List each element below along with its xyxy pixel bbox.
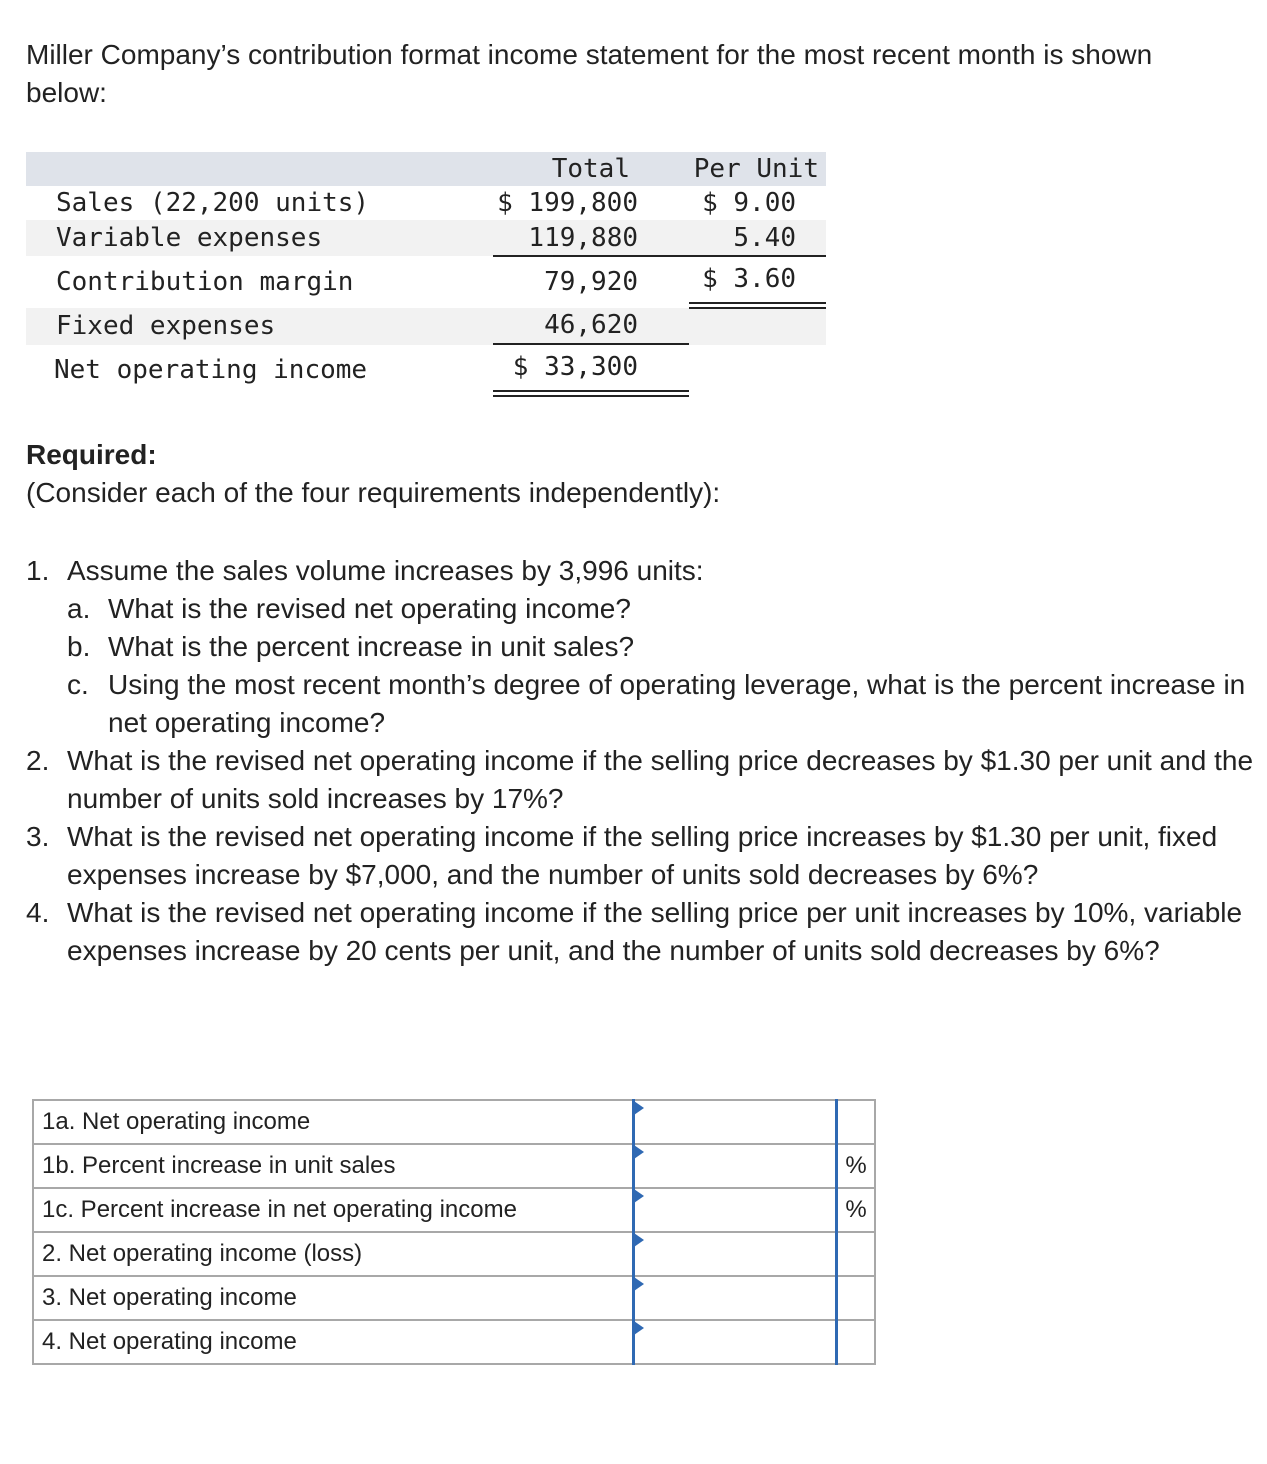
answer-row xyxy=(33,1276,875,1320)
answer-row xyxy=(33,1320,875,1364)
row-label-variable-expenses: Variable expenses xyxy=(56,223,323,253)
answer-row xyxy=(33,1188,875,1232)
answer-input-cell[interactable] xyxy=(634,1320,837,1364)
sub-requirement-marker: c. xyxy=(67,669,89,700)
answer-label: 1b. Percent increase in unit sales xyxy=(33,1144,634,1188)
answer-unit xyxy=(837,1320,876,1364)
answer-unit: % xyxy=(837,1188,876,1232)
answer-input-cell[interactable] xyxy=(634,1188,837,1232)
subtotal-rule xyxy=(689,255,826,257)
requirement-marker: 2. xyxy=(26,745,50,776)
income-statement xyxy=(26,152,826,402)
input-flag-icon xyxy=(634,1321,644,1335)
contribution-margin-per-unit: $ 3.60 xyxy=(702,264,796,294)
sub-requirement-a xyxy=(67,590,1266,628)
answer-unit xyxy=(837,1100,876,1144)
fixed-expenses-total: 46,620 xyxy=(544,310,638,340)
sub-requirement-b xyxy=(67,628,1266,666)
answer-label: 1c. Percent increase in net operating income xyxy=(33,1188,634,1232)
answer-label: 4. Net operating income xyxy=(33,1320,634,1364)
requirements-list xyxy=(26,552,1266,970)
contribution-margin-total: 79,920 xyxy=(544,267,638,297)
requirement-text: What is the revised net operating income if the selling price decreases by $1.30 per unit and the number of units sold increases by 17%? xyxy=(67,745,1254,814)
input-flag-icon xyxy=(634,1101,644,1115)
requirement-2 xyxy=(26,742,1266,818)
sub-requirement-c xyxy=(67,666,1266,742)
answer-input-1b[interactable] xyxy=(635,1147,831,1185)
sales-per-unit: $ 9.00 xyxy=(702,188,796,218)
answer-input-cell[interactable] xyxy=(634,1232,837,1276)
requirement-4 xyxy=(26,894,1266,970)
answer-table xyxy=(32,1099,876,1365)
sub-requirement-text: What is the percent increase in unit sales? xyxy=(108,631,635,662)
answer-label: 2. Net operating income (loss) xyxy=(33,1232,634,1276)
input-flag-icon xyxy=(634,1189,644,1203)
answer-input-cell[interactable] xyxy=(634,1276,837,1320)
sub-requirement-text: Using the most recent month’s degree of operating leverage, what is the percent increase in net operating income? xyxy=(108,669,1246,738)
row-label-contribution-margin: Contribution margin xyxy=(56,267,354,297)
sub-requirement-marker: a. xyxy=(67,593,91,624)
column-header-per-unit: Per Unit xyxy=(693,154,819,184)
requirement-1 xyxy=(26,552,1266,742)
answer-label: 1a. Net operating income xyxy=(33,1100,634,1144)
answer-input-cell[interactable] xyxy=(634,1100,837,1144)
sub-requirement-text: What is the revised net operating income? xyxy=(108,593,631,624)
subtotal-rule xyxy=(493,343,689,345)
answer-label: 3. Net operating income xyxy=(33,1276,634,1320)
total-double-rule xyxy=(689,302,826,309)
sales-total: $ 199,800 xyxy=(497,188,638,218)
row-label-fixed-expenses: Fixed expenses xyxy=(56,311,276,341)
answer-input-4[interactable] xyxy=(635,1323,831,1361)
input-flag-icon xyxy=(634,1233,644,1247)
answer-input-cell[interactable] xyxy=(634,1144,837,1188)
answer-input-1a[interactable] xyxy=(635,1103,831,1141)
total-double-rule xyxy=(493,390,689,397)
required-heading: Required: xyxy=(26,439,157,470)
answer-input-3[interactable] xyxy=(635,1279,831,1317)
answer-input-2[interactable] xyxy=(635,1235,831,1273)
input-flag-icon xyxy=(634,1145,644,1159)
requirement-text: Assume the sales volume increases by 3,996 units: xyxy=(67,555,704,586)
answer-input-1c[interactable] xyxy=(635,1191,831,1229)
variable-expenses-per-unit: 5.40 xyxy=(733,223,796,253)
answer-unit xyxy=(837,1276,876,1320)
requirement-marker: 4. xyxy=(26,897,50,928)
column-header-total: Total xyxy=(551,154,630,184)
input-flag-icon xyxy=(634,1277,644,1291)
requirement-marker: 1. xyxy=(26,555,50,586)
intro-text: Miller Company’s contribution format income statement for the most recent month is shown below: xyxy=(26,39,1153,108)
subtotal-rule xyxy=(493,255,689,257)
answer-row xyxy=(33,1232,875,1276)
answer-unit: % xyxy=(837,1144,876,1188)
variable-expenses-total: 119,880 xyxy=(528,223,638,253)
requirement-text: What is the revised net operating income if the selling price increases by $1.30 per unit, fixed expenses increase by $7,000, and the number of units sold decreases by 6%? xyxy=(67,821,1218,890)
answer-unit xyxy=(837,1232,876,1276)
answer-row xyxy=(33,1100,875,1144)
net-operating-income-total: $ 33,300 xyxy=(512,352,638,382)
requirement-marker: 3. xyxy=(26,821,50,852)
sub-requirement-marker: b. xyxy=(67,631,91,662)
required-note: (Consider each of the four requirements independently): xyxy=(26,477,721,508)
row-label-net-operating-income: Net operating income xyxy=(54,355,368,385)
answer-row xyxy=(33,1144,875,1188)
row-label-sales: Sales (22,200 units) xyxy=(56,188,370,218)
requirement-text: What is the revised net operating income if the selling price per unit increases by 10%, variable expenses increase by 20 cents per unit, and the number of units sold decreases by 6%? xyxy=(67,897,1243,966)
requirement-3 xyxy=(26,818,1266,894)
